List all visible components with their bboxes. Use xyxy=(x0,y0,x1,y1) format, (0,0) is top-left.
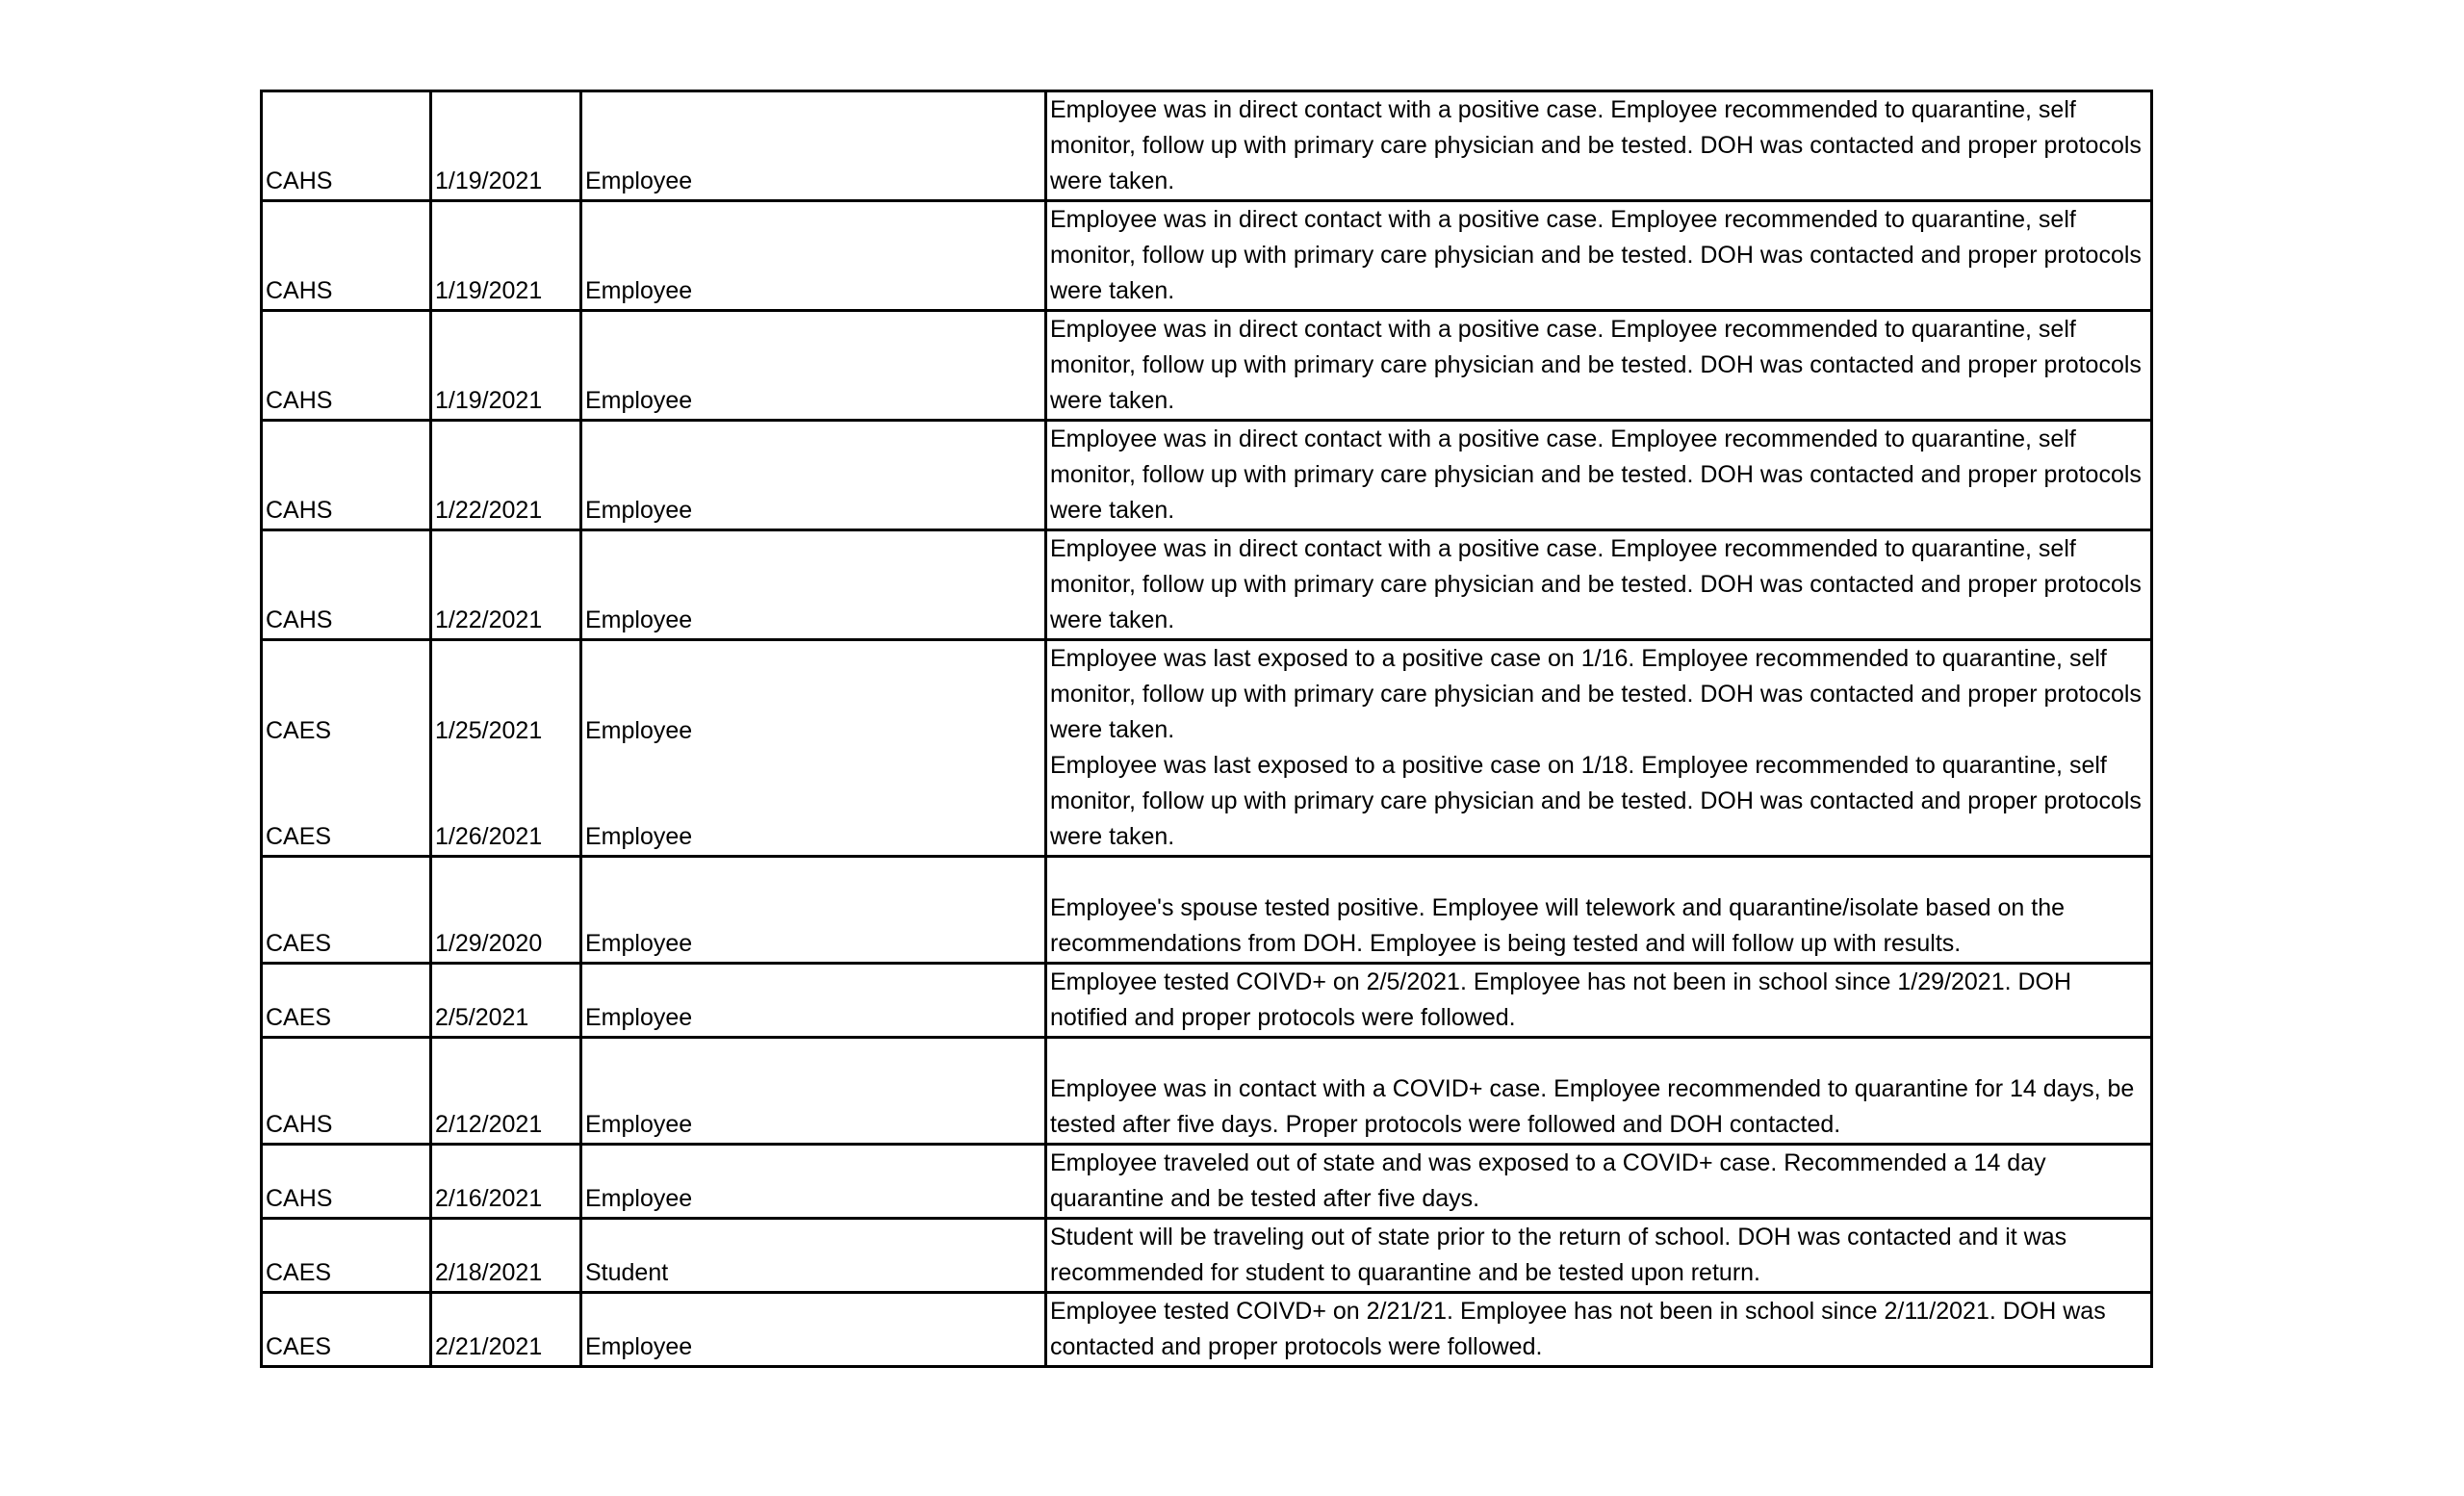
date-cell: 2/18/2021 xyxy=(431,1219,581,1293)
description-cell: Employee tested COIVD+ on 2/21/21. Employee has not been in school since 2/11/2021. DOH was contacted and proper protocols were followed. xyxy=(1046,1293,2152,1367)
description-cell: Employee was in contact with a COVID+ case. Employee recommended to quarantine for 14 days, be tested after five days. Proper protocols were followed and DOH contacted. xyxy=(1046,1038,2152,1145)
date-cell: 1/29/2020 xyxy=(431,857,581,964)
table-row xyxy=(262,530,2152,640)
date-cell: 2/21/2021 xyxy=(431,1293,581,1367)
date-entry: 1/26/2021 xyxy=(435,823,543,850)
table-row xyxy=(262,1219,2152,1293)
table-row xyxy=(262,421,2152,530)
table-row xyxy=(262,964,2152,1038)
date-cell: 2/12/2021 xyxy=(431,1038,581,1145)
description-cell: Employee tested COIVD+ on 2/5/2021. Employee has not been in school since 1/29/2021. DOH notified and proper protocols were followed. xyxy=(1046,964,2152,1038)
type-cell: Employee xyxy=(581,1293,1046,1367)
school-cell: CAES xyxy=(262,1219,431,1293)
school-cell: CAHS xyxy=(262,530,431,640)
table-row xyxy=(262,640,2152,857)
type-cell: Employee xyxy=(581,421,1046,530)
school-cell: CAHS xyxy=(262,1145,431,1219)
school-cell: CAES xyxy=(262,1293,431,1367)
table-row xyxy=(262,1293,2152,1367)
type-cell: Employee xyxy=(581,91,1046,201)
description-cell: Employee was in direct contact with a positive case. Employee recommended to quarantine, self monitor, follow up with primary care physician and be tested. DOH was contacted and proper protocols were taken. xyxy=(1046,91,2152,201)
date-cell: 1/19/2021 xyxy=(431,201,581,311)
date-cell: 1/22/2021 xyxy=(431,530,581,640)
type-cell: Employee xyxy=(581,311,1046,421)
type-cell: Employee xyxy=(581,1145,1046,1219)
type-cell: Employee xyxy=(581,530,1046,640)
date-cell: 1/19/2021 xyxy=(431,91,581,201)
description-cell: Student will be traveling out of state prior to the return of school. DOH was contacted and it was recommended for student to quarantine and be tested upon return. xyxy=(1046,1219,2152,1293)
school-cell: CAHS xyxy=(262,311,431,421)
description-cell: Employee was in direct contact with a positive case. Employee recommended to quarantine, self monitor, follow up with primary care physician and be tested. DOH was contacted and proper protocols were taken. xyxy=(1046,421,2152,530)
school-cell: CAHS xyxy=(262,1038,431,1145)
type-entry: Employee xyxy=(585,717,693,744)
case-log-table xyxy=(260,90,2153,1368)
description-cell: Employee's spouse tested positive. Employee will telework and quarantine/isolate based on the recommendations from DOH. Employee is being tested and will follow up with results. xyxy=(1046,857,2152,964)
table-row xyxy=(262,857,2152,964)
type-cell: Employee xyxy=(581,964,1046,1038)
description-cell: Employee was in direct contact with a positive case. Employee recommended to quarantine, self monitor, follow up with primary care physician and be tested. DOH was contacted and proper protocols were taken. xyxy=(1046,311,2152,421)
date-cell: 2/5/2021 xyxy=(431,964,581,1038)
description-cell: Employee traveled out of state and was exposed to a COVID+ case. Recommended a 14 day quarantine and be tested after five days. xyxy=(1046,1145,2152,1219)
description-entry: Employee was last exposed to a positive case on 1/16. Employee recommended to quarantine, self monitor, follow up with primary care physician and be tested. DOH was contacted and proper protocols were taken. xyxy=(1050,645,2142,743)
type-cell: Employee xyxy=(581,201,1046,311)
school-cell: CAHS xyxy=(262,421,431,530)
school-cell: CAES xyxy=(262,857,431,964)
date-cell: 1/19/2021 xyxy=(431,311,581,421)
description-cell: Employee was in direct contact with a positive case. Employee recommended to quarantine, self monitor, follow up with primary care physician and be tested. DOH was contacted and proper protocols were taken. xyxy=(1046,530,2152,640)
school-cell: CAES xyxy=(262,964,431,1038)
table-row xyxy=(262,1145,2152,1219)
description-entry: Employee was last exposed to a positive case on 1/18. Employee recommended to quarantine, self monitor, follow up with primary care physician and be tested. DOH was contacted and proper protocols were taken. xyxy=(1050,752,2142,850)
type-cell: Employee xyxy=(581,1038,1046,1145)
description-cell: Employee was in direct contact with a positive case. Employee recommended to quarantine, self monitor, follow up with primary care physician and be tested. DOH was contacted and proper protocols were taken. xyxy=(1046,201,2152,311)
table-row xyxy=(262,201,2152,311)
case-log-sheet xyxy=(260,90,2150,1368)
school-cell: CAHS xyxy=(262,201,431,311)
school-cell: CAHS xyxy=(262,91,431,201)
school-entry: CAES xyxy=(266,717,332,744)
type-entry: Employee xyxy=(585,823,693,850)
date-entry: 1/25/2021 xyxy=(435,717,543,744)
table-row xyxy=(262,311,2152,421)
school-entry: CAES xyxy=(266,823,332,850)
date-cell: 1/22/2021 xyxy=(431,421,581,530)
date-cell xyxy=(431,640,581,857)
type-cell: Student xyxy=(581,1219,1046,1293)
description-cell xyxy=(1046,640,2152,857)
date-cell: 2/16/2021 xyxy=(431,1145,581,1219)
school-cell xyxy=(262,640,431,857)
type-cell xyxy=(581,640,1046,857)
type-cell: Employee xyxy=(581,857,1046,964)
table-row xyxy=(262,91,2152,201)
table-row xyxy=(262,1038,2152,1145)
